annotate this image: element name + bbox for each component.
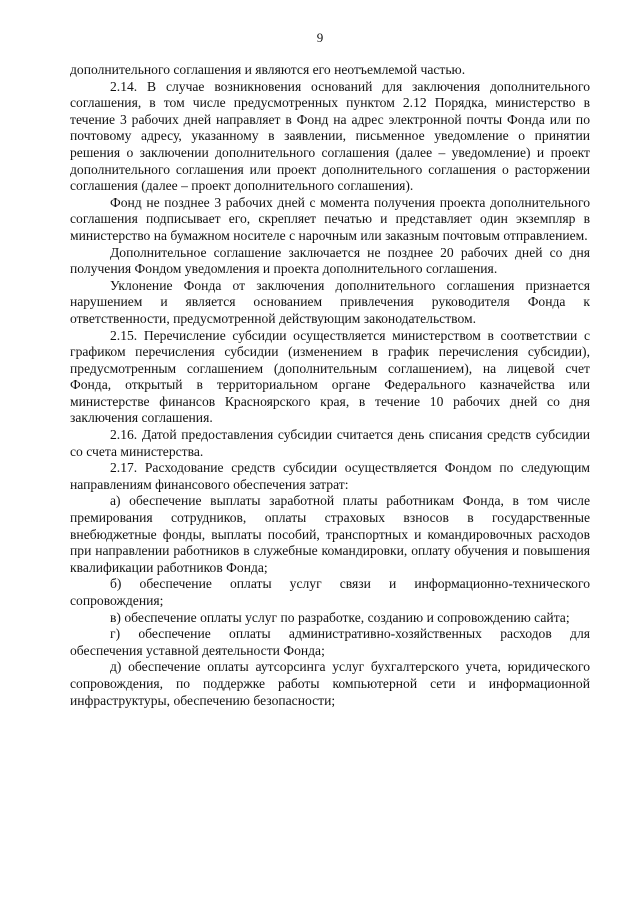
list-item-a: а) обеспечение выплаты заработной платы работникам Фонда, в том числе премирования сотрудников, оплаты страховых взносов в государственные внебюджетные фонды, выплаты пособий, транспортных и командировочных расходов при направлении работников в служебные командировки, оплату обучения и повышения квалификации работников Фонда; <box>70 493 590 575</box>
paragraph-evasion: Уклонение Фонда от заключения дополнительного соглашения признается нарушением и является основанием привлечения руководителя Фонда к ответственности, предусмотренной действующим законодательством. <box>70 277 590 326</box>
paragraph-fund-signing: Фонд не позднее 3 рабочих дней с момента получения проекта дополнительного соглашения подписывает его, скрепляет печатью и представляет один экземпляр в министерство на бумажном носителе с нарочным или заказным почтовым отправлением. <box>70 194 590 243</box>
list-item-b: б) обеспечение оплаты услуг связи и информационно-технического сопровождения; <box>70 576 590 608</box>
list-item-v: в) обеспечение оплаты услуг по разработке, созданию и сопровождению сайта; <box>110 609 570 625</box>
paragraph-2-14: 2.14. В случае возникновения оснований для заключения дополнительного соглашения, в том числе предусмотренных пунктом 2.12 Порядка, министерство в течение 3 рабочих дней направляет в Фонд на адрес электронной почты Фонда или по почтовому адресу, указанному в заявлении, письменное уведомление о принятии решения о заключении дополнительного соглашения (далее – уведомление) и проект дополнительного соглашения или проект дополнительного соглашения о расторжении соглашения (далее – проект дополнительного соглашения). <box>70 78 590 194</box>
page-number: 9 <box>316 30 324 45</box>
paragraph-2-15: 2.15. Перечисление субсидии осуществляется министерством в соответствии с графиком перечисления субсидии (изменением в график перечисления субсидии), предусмотренным соглашением (дополнительным соглашением), на лицевой счет Фонда, открытый в территориальном органе Федерального казначейства или министерстве финансов Красноярского края, в течение 10 рабочих дней со дня заключения соглашения. <box>70 327 590 426</box>
paragraph-continuation: дополнительного соглашения и являются его неотъемлемой частью. <box>70 62 466 77</box>
list-item-g: г) обеспечение оплаты административно-хозяйственных расходов для обеспечения уставной деятельности Фонда; <box>70 626 590 658</box>
paragraph-2-16: 2.16. Датой предоставления субсидии считается день списания средств субсидии со счета министерства. <box>70 427 590 459</box>
paragraph-agreement-deadline: Дополнительное соглашение заключается не позднее 20 рабочих дней со дня получения Фондом уведомления и проекта дополнительного соглашения. <box>70 244 590 277</box>
document-body <box>70 62 590 709</box>
paragraph-2-17: 2.17. Расходование средств субсидии осуществляется Фондом по следующим направлениям финансового обеспечения затрат: <box>70 460 590 492</box>
list-item-d: д) обеспечение оплаты аутсорсинга услуг бухгалтерского учета, юридического сопровождения, по поддержке работы компьютерной сети и информационной инфраструктуры, обеспечению безопасности; <box>70 659 590 708</box>
